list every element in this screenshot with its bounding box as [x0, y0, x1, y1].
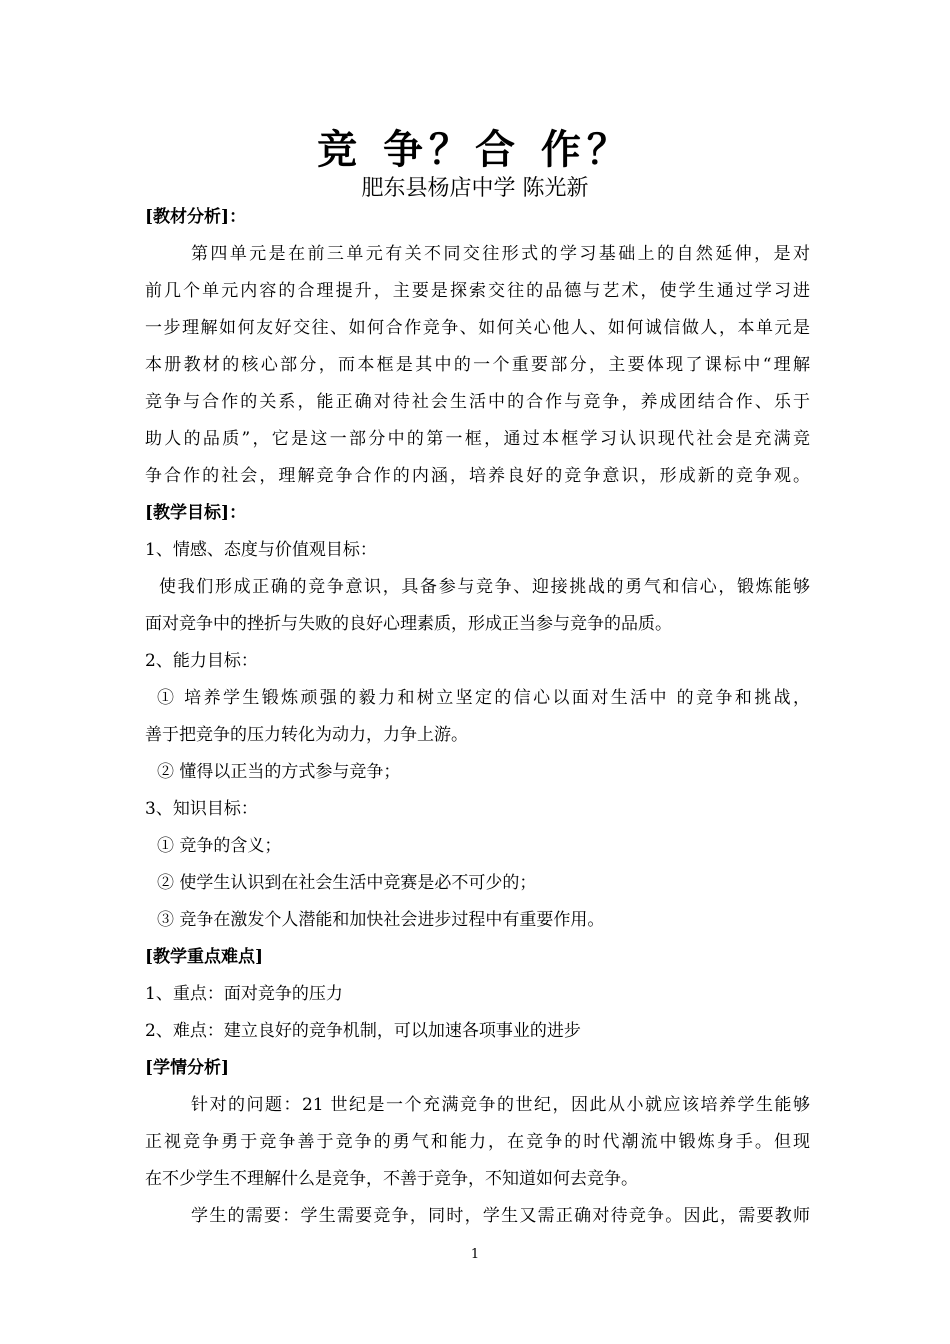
text-line: ① 竞争的含义； — [157, 836, 282, 856]
text-line: 2、能力目标： — [145, 651, 258, 671]
text-line: 争合作的社会，理解竞争合作的内涵，培养良好的竞争意识，形成新的竞争观。 — [145, 466, 810, 486]
text-line: ① 培养学生锻炼顽强的毅力和树立坚定的信心以面对生活中 的竞争和挑战， — [157, 688, 810, 708]
text-line: 在不少学生不理解什么是竞争，不善于竞争，不知道如何去竞争。 — [145, 1169, 638, 1189]
text-line: 针对的问题：21 世纪是一个充满竞争的世纪，因此从小就应该培养学生能够 — [191, 1095, 810, 1115]
text-line: 助人的品质”，它是这一部分中的第一框，通过本框学习认识现代社会是充满竞 — [145, 429, 810, 449]
text-line: ② 使学生认识到在社会生活中竞赛是必不可少的； — [157, 873, 537, 893]
text-line: 竞争与合作的关系，能正确对待社会生活中的合作与竞争，养成团结合作、乐于 — [145, 392, 810, 412]
text-line: 善于把竞争的压力转化为动力，力争上游。 — [145, 725, 468, 745]
text-line: 本册教材的核心部分，而本框是其中的一个重要部分，主要体现了课标中“理解 — [145, 355, 810, 375]
text-line: 学生的需要：学生需要竞争，同时，学生又需正确对待竞争。因此，需要教师 — [191, 1206, 810, 1226]
text-line: 一步理解如何友好交往、如何合作竞争、如何关心他人、如何诚信做人，本单元是 — [145, 318, 810, 338]
page-number: 1 — [470, 1247, 480, 1262]
text-line: ② 懂得以正当的方式参与竞争； — [157, 762, 401, 782]
text-line: 面对竞争中的挫折与失败的良好心理素质，形成正当参与竞争的品质。 — [145, 614, 672, 634]
text-line: 2、难点：建立良好的竞争机制，可以加速各项事业的进步 — [145, 1021, 581, 1041]
text-line: 第四单元是在前三单元有关不同交往形式的学习基础上的自然延伸，是对 — [191, 244, 810, 264]
document-author: 肥东县杨店中学 陈光新 — [361, 176, 589, 201]
section-heading: [教学目标]： — [145, 503, 247, 523]
text-line: 正视竞争勇于竞争善于竞争的勇气和能力，在竞争的时代潮流中锻炼身手。但现 — [145, 1132, 810, 1152]
document-title: 竞 争？合 作？ — [317, 126, 633, 173]
text-line: ③ 竞争在激发个人潜能和加快社会进步过程中有重要作用。 — [157, 910, 605, 930]
section-heading: [教学重点难点] — [145, 947, 264, 967]
text-line: 3、知识目标： — [145, 799, 258, 819]
text-line: 1、情感、态度与价值观目标： — [145, 540, 377, 560]
text-line: 1、重点：面对竞争的压力 — [145, 984, 343, 1004]
document-body — [145, 199, 810, 1235]
text-line: 使我们形成正确的竞争意识，具备参与竞争、迎接挑战的勇气和信心，锻炼能够 — [159, 577, 810, 597]
section-heading: [学情分析] — [145, 1058, 230, 1078]
section-heading: [教材分析]： — [145, 207, 247, 227]
text-line: 前几个单元内容的合理提升，主要是探索交往的品德与艺术，使学生通过学习进 — [145, 281, 810, 301]
